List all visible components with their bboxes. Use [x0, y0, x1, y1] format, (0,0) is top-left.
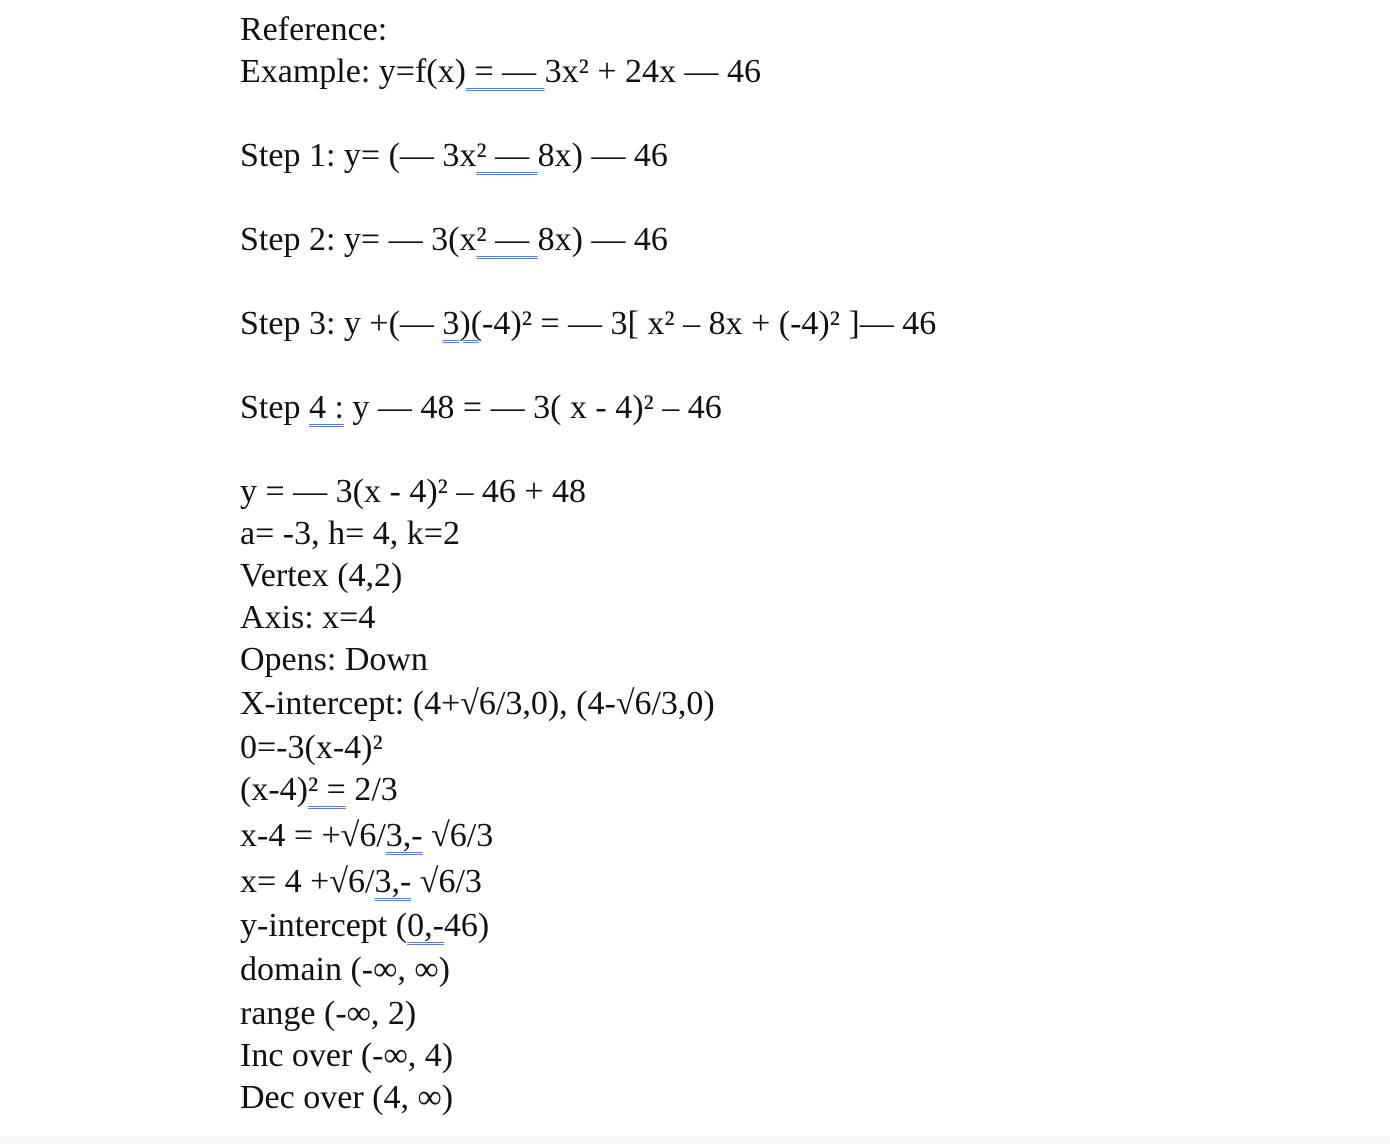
- step-1-line: Step 1: y= (— 3x² — 8x) — 46: [240, 137, 668, 174]
- reference-heading: Reference:: [240, 11, 388, 48]
- grammar-underline[interactable]: 4 :: [308, 389, 344, 426]
- grammar-underline[interactable]: 0,-: [407, 907, 444, 944]
- page-bottom-edge: [0, 1136, 1390, 1144]
- decreasing-line: Dec over (4, ∞): [240, 1079, 454, 1116]
- step-3-line: Step 3: y +(— 3)(-4)² = — 3[ x² ‒ 8x + (-4)² ]— 46: [240, 305, 937, 342]
- parameters-line: a= -3, h= 4, k=2: [240, 515, 460, 552]
- solve-line-1: x-4 = +√6/3,- √6/3: [240, 817, 494, 854]
- vertex-form-equation: y = — 3(x - 4)² ‒ 46 + 48: [240, 473, 587, 510]
- increasing-line: Inc over (-∞, 4): [240, 1037, 454, 1074]
- range-line: range (-∞, 2): [240, 995, 417, 1032]
- vertex-line: Vertex (4,2): [240, 557, 403, 594]
- step-2-line: Step 2: y= — 3(x² — 8x) — 46: [240, 221, 668, 258]
- domain-line: domain (-∞, ∞): [240, 951, 450, 988]
- grammar-underline[interactable]: ² —: [476, 137, 538, 174]
- grammar-underline[interactable]: ² =: [307, 771, 346, 808]
- grammar-underline[interactable]: 3,-: [374, 863, 412, 900]
- grammar-underline[interactable]: 3)(: [442, 305, 483, 342]
- step-4-line: Step 4 : y — 48 = — 3( x - 4)² ‒ 46: [240, 389, 722, 426]
- grammar-underline[interactable]: 3,-: [385, 817, 423, 854]
- axis-line: Axis: x=4: [240, 599, 376, 636]
- solve-line-2: x= 4 +√6/3,- √6/3: [240, 863, 482, 900]
- square-line: (x-4)² = 2/3: [240, 771, 398, 808]
- grammar-underline[interactable]: = —: [465, 53, 545, 90]
- example-line: Example: y=f(x) = — 3x² + 24x — 46: [240, 53, 761, 90]
- zero-equation-line: 0=-3(x-4)²: [240, 729, 383, 766]
- y-intercept-line: y-intercept (0,-46): [240, 907, 490, 944]
- opens-line: Opens: Down: [240, 641, 428, 678]
- x-intercept-line: X-intercept: (4+√6/3,0), (4-√6/3,0): [240, 685, 715, 722]
- grammar-underline[interactable]: ² —: [476, 221, 538, 258]
